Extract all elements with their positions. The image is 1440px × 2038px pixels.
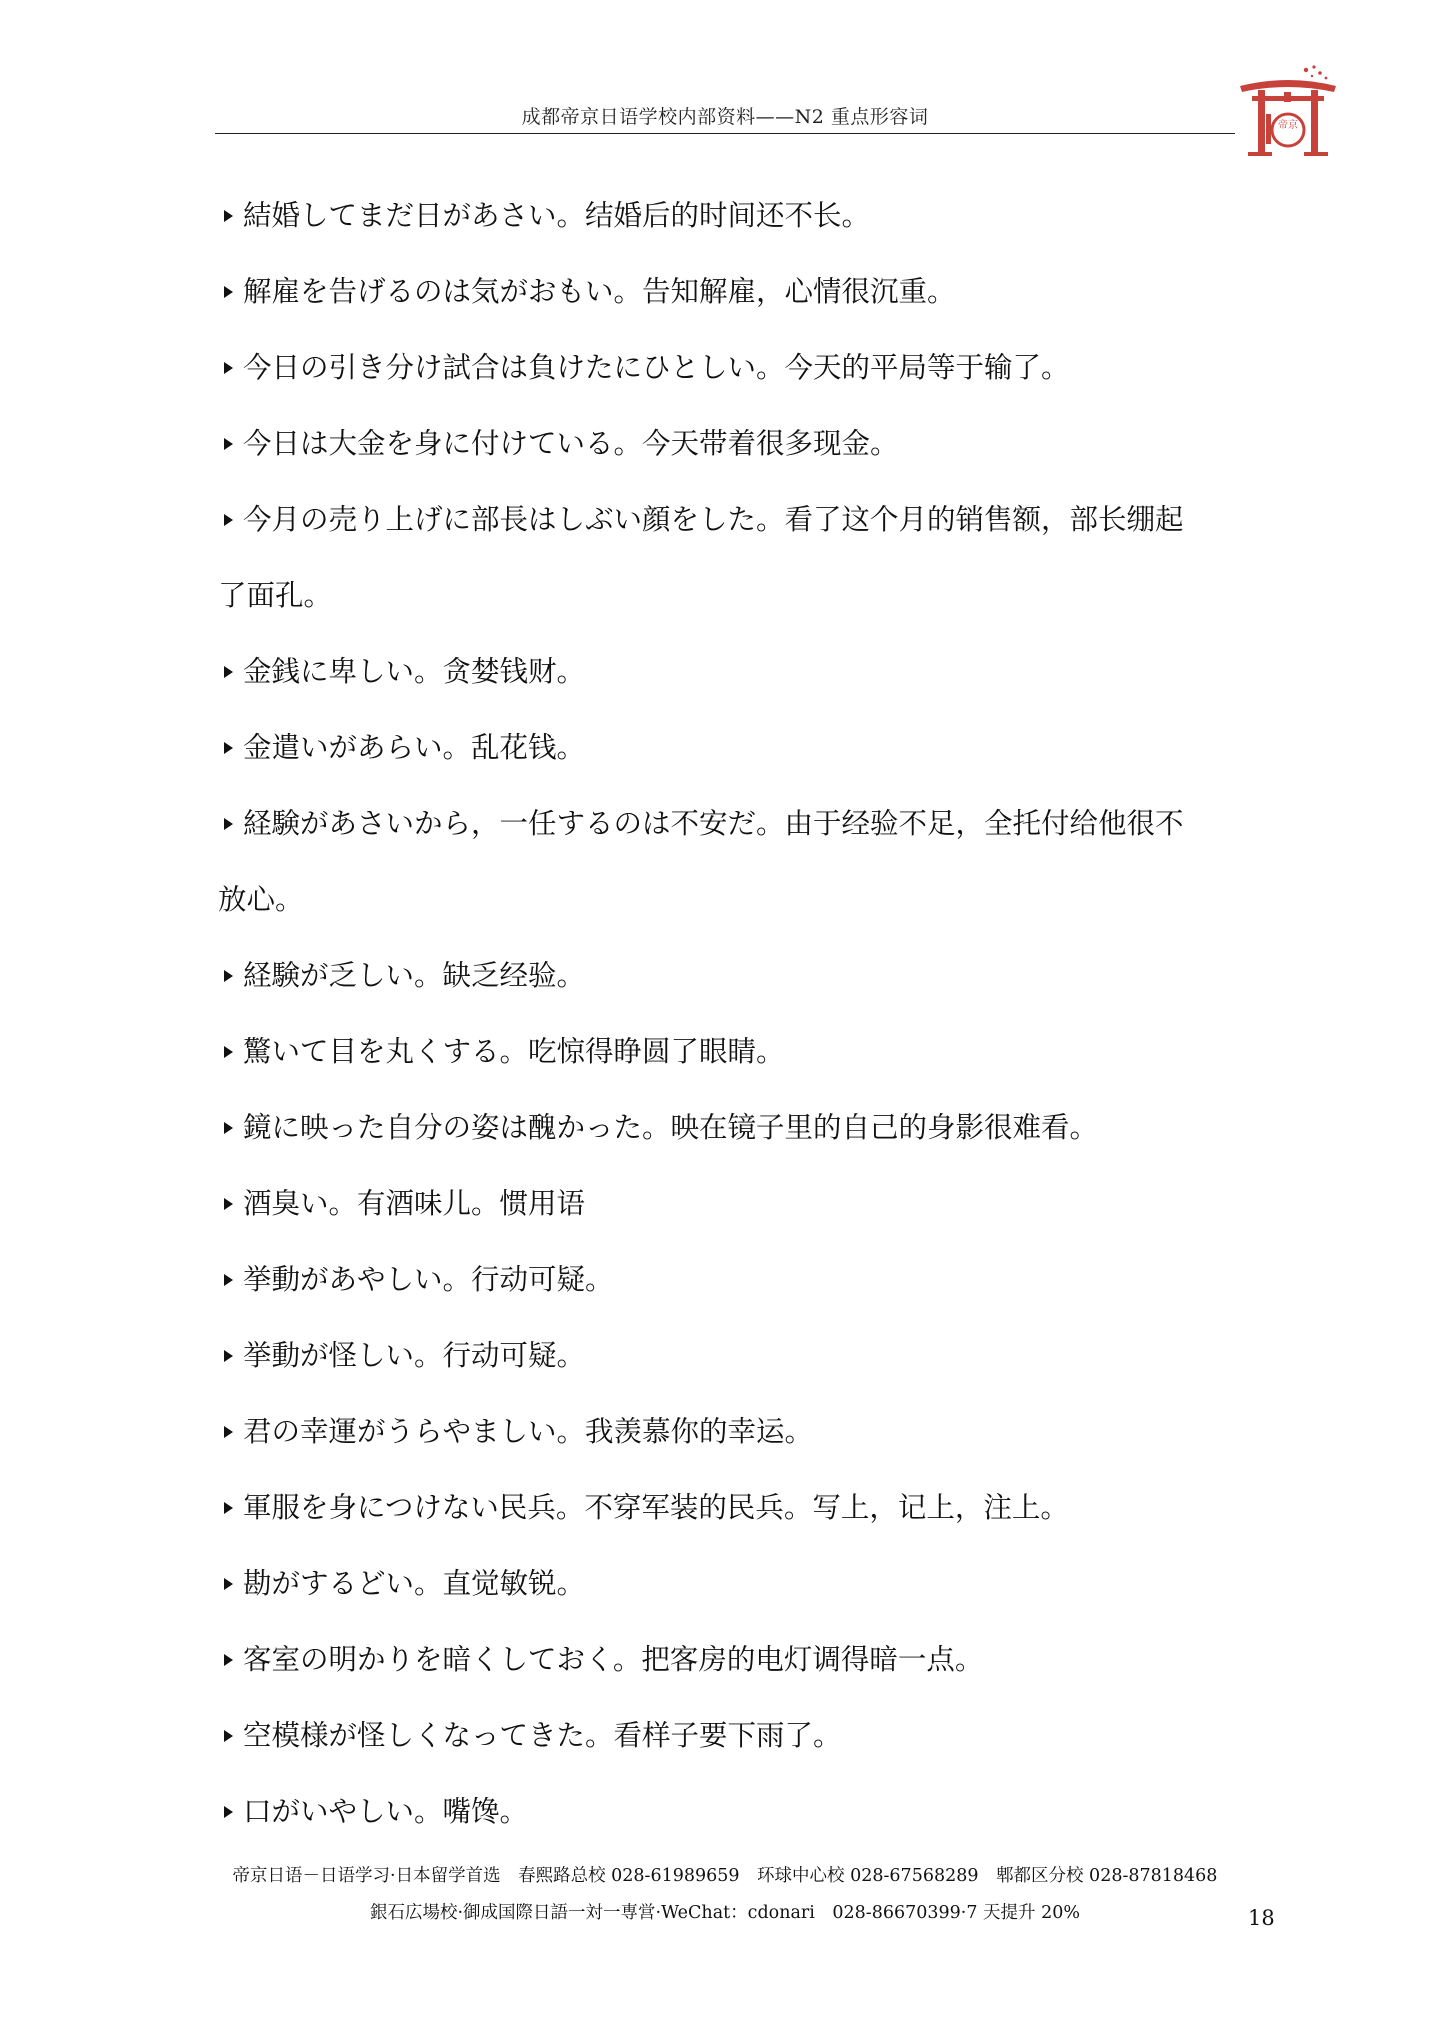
header-title: 成都帝京日语学校内部资料——N2 重点形容词 [521, 106, 929, 128]
bullet-triangle-icon [224, 1730, 233, 1742]
bullet-line [218, 786, 1228, 862]
line-text: 今日の引き分け試合は負けたにひとしい。今天的平局等于输了。 [243, 351, 1070, 384]
header-rule [215, 133, 1235, 134]
line-text: 了面孔。 [218, 579, 333, 612]
bullet-line [218, 1014, 1228, 1090]
bullet-triangle-icon [224, 286, 233, 298]
bullet-triangle-icon [224, 1426, 233, 1438]
line-text: 酒臭い。有酒味儿。惯用语 [243, 1187, 586, 1220]
line-text: 客室の明かりを暗くしておく。把客房的电灯调得暗一点。 [243, 1643, 984, 1676]
bullet-triangle-icon [224, 742, 233, 754]
bullet-triangle-icon [224, 818, 233, 830]
bullet-triangle-icon [224, 970, 233, 982]
bullet-line [218, 1546, 1228, 1622]
bullet-triangle-icon [224, 438, 233, 450]
bullet-line [218, 1394, 1228, 1470]
document-body [218, 178, 1228, 1850]
line-text: 鏡に映った自分の姿は醜かった。映在镜子里的自己的身影很难看。 [243, 1111, 1099, 1144]
bullet-triangle-icon [224, 1350, 233, 1362]
bullet-triangle-icon [224, 514, 233, 526]
bullet-triangle-icon [224, 666, 233, 678]
line-text: 経験が乏しい。缺乏经验。 [243, 959, 586, 992]
bullet-line [218, 1090, 1228, 1166]
line-text: 結婚してまだ日があさい。结婚后的时间还不长。 [243, 199, 871, 232]
bullet-line [218, 1242, 1228, 1318]
bullet-line [218, 178, 1228, 254]
line-text: 挙動があやしい。行动可疑。 [243, 1263, 614, 1296]
bullet-triangle-icon [224, 1198, 233, 1210]
bullet-line [218, 1774, 1228, 1850]
bullet-triangle-icon [224, 1654, 233, 1666]
logo-text: 帝京 [1278, 120, 1298, 131]
bullet-line [218, 634, 1228, 710]
line-text: 放心。 [218, 883, 304, 916]
bullet-line [218, 482, 1228, 558]
bullet-line [218, 1698, 1228, 1774]
bullet-line [218, 1318, 1228, 1394]
line-text: 金遣いがあらい。乱花钱。 [243, 731, 586, 764]
line-text: 今日は大金を身に付けている。今天带着很多现金。 [243, 427, 899, 460]
line-text: 金銭に卑しい。贪婪钱财。 [243, 655, 586, 688]
bullet-triangle-icon [224, 1046, 233, 1058]
line-text: 解雇を告げるのは気がおもい。告知解雇，心情很沉重。 [243, 275, 956, 308]
bullet-line [218, 1470, 1228, 1546]
continuation-line [218, 862, 1228, 938]
line-text: 口がいやしい。嘴馋。 [243, 1795, 529, 1828]
bullet-triangle-icon [224, 1502, 233, 1514]
bullet-line [218, 710, 1228, 786]
page-number: 18 [1248, 1906, 1275, 1930]
continuation-line [218, 558, 1228, 634]
bullet-triangle-icon [224, 210, 233, 222]
bullet-triangle-icon [224, 1122, 233, 1134]
bullet-triangle-icon [224, 1274, 233, 1286]
bullet-line [218, 1622, 1228, 1698]
bullet-triangle-icon [224, 1578, 233, 1590]
footer-contact-line-2: 銀石広場校·御成国際日語一対一専営·WeChat：cdonari 028-86670399·7 天提升 20% [370, 1903, 1080, 1923]
torii-logo-icon [1234, 64, 1342, 160]
bullet-line [218, 1166, 1228, 1242]
bullet-triangle-icon [224, 362, 233, 374]
line-text: 軍服を身につけない民兵。不穿军装的民兵。写上，记上，注上。 [243, 1491, 1069, 1524]
line-text: 挙動が怪しい。行动可疑。 [243, 1339, 586, 1372]
line-text: 驚いて目を丸くする。吃惊得睁圆了眼睛。 [243, 1035, 785, 1068]
bullet-line [218, 254, 1228, 330]
line-text: 空模様が怪しくなってきた。看样子要下雨了。 [243, 1719, 842, 1752]
line-text: 君の幸運がうらやましい。我羡慕你的幸运。 [243, 1415, 814, 1448]
bullet-line [218, 330, 1228, 406]
footer-contact-line-1: 帝京日语－日语学习·日本留学首选 春熙路总校 028-61989659 环球中心校 028-67568289 郫都区分校 028-87818468 [232, 1866, 1218, 1886]
line-text: 今月の売り上げに部長はしぶい顔をした。看了这个月的销售额，部长绷起 [243, 503, 1184, 536]
line-text: 経験があさいから，一任するのは不安だ。由于经验不足，全托付给他很不 [243, 807, 1184, 840]
bullet-line [218, 406, 1228, 482]
bullet-triangle-icon [224, 1806, 233, 1818]
line-text: 勘がするどい。直觉敏锐。 [243, 1567, 586, 1600]
bullet-line [218, 938, 1228, 1014]
